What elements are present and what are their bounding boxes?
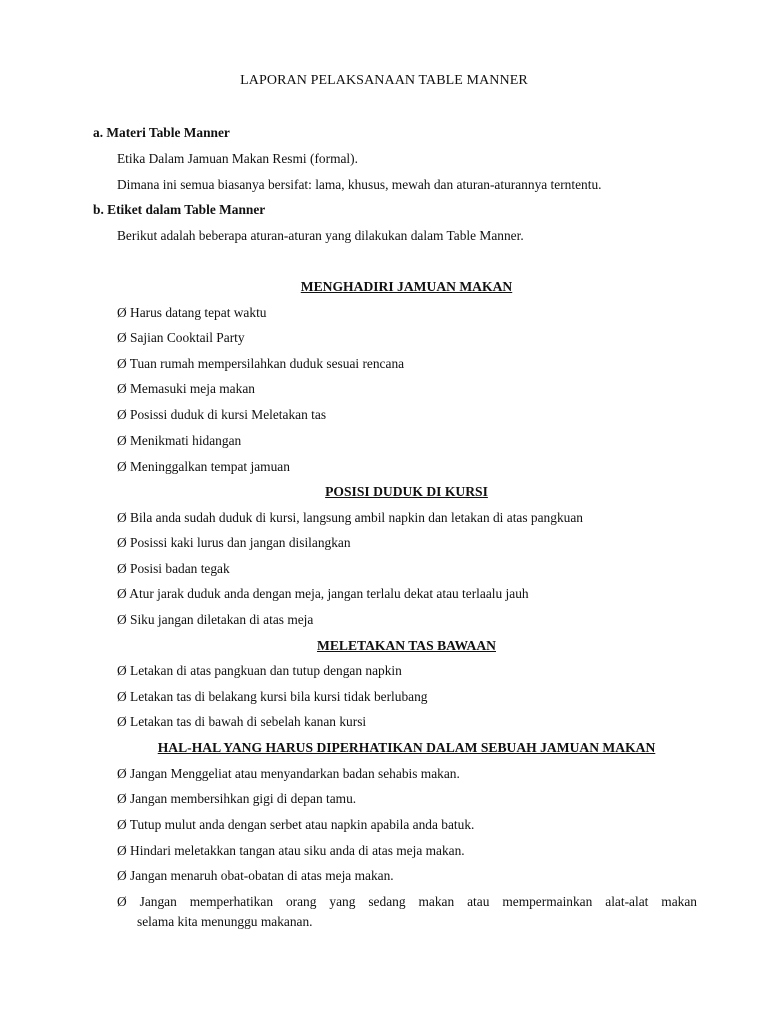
section-heading: MENGHADIRI JAMUAN MAKAN (300, 279, 513, 294)
list-item: Ø Posissi duduk di kursi Meletakan tas (117, 407, 327, 422)
list-item: Ø Menikmati hidangan (117, 433, 242, 448)
list-item: Ø Jangan Menggeliat atau menyandarkan badan sehabis makan. (117, 766, 460, 781)
list-item: Ø Tutup mulut anda dengan serbet atau napkin apabila anda batuk. (117, 817, 475, 832)
list-item: Ø Tuan rumah mempersilahkan duduk sesuai rencana (117, 356, 405, 371)
section-a-label: a. Materi Table Manner (93, 125, 230, 140)
list-item: Ø Sajian Cooktail Party (117, 330, 245, 345)
list-item: Ø Atur jarak duduk anda dengan meja, jangan terlalu dekat atau terlaalu jauh (117, 586, 529, 601)
list-item: Ø Posissi kaki lurus dan jangan disilangkan (117, 535, 351, 550)
list-item-multiline (117, 892, 697, 932)
list-item: Ø Letakan tas di bawah di sebelah kanan kursi (117, 714, 367, 729)
section-heading: POSISI DUDUK DI KURSI (325, 484, 488, 499)
section-a-line: Dimana ini semua biasanya bersifat: lama, khusus, mewah dan aturan-aturannya terntentu. (117, 177, 602, 192)
list-item-line-2: selama kita menunggu makanan. (137, 914, 313, 929)
section-b-label: b. Etiket dalam Table Manner (93, 202, 266, 217)
list-item: Ø Jangan membersihkan gigi di depan tamu. (117, 791, 357, 806)
list-item: Ø Harus datang tepat waktu (117, 305, 267, 320)
list-item-line-1: Ø Jangan memperhatikan orang yang sedang makan atau mempermainkan alat-alat makan (117, 894, 697, 909)
list-item: Ø Letakan di atas pangkuan dan tutup dengan napkin (117, 663, 402, 678)
section-b-line: Berikut adalah beberapa aturan-aturan yang dilakukan dalam Table Manner. (117, 228, 524, 243)
list-item: Ø Letakan tas di belakang kursi bila kursi tidak berlubang (117, 689, 428, 704)
list-item: Ø Posisi badan tegak (117, 561, 230, 576)
section-heading: MELETAKAN TAS BAWAAN (316, 638, 496, 653)
list-item: Ø Meninggalkan tempat jamuan (117, 459, 290, 474)
list-item: Ø Hindari meletakkan tangan atau siku anda di atas meja makan. (117, 843, 465, 858)
list-item: Ø Siku jangan diletakan di atas meja (117, 612, 314, 627)
document-title: LAPORAN PELAKSANAAN TABLE MANNER (240, 73, 528, 88)
section-a-line: Etika Dalam Jamuan Makan Resmi (formal). (117, 151, 358, 166)
list-item: Ø Bila anda sudah duduk di kursi, langsung ambil napkin dan letakan di atas pangkuan (117, 510, 583, 525)
section-heading: HAL-HAL YANG HARUS DIPERHATIKAN DALAM SEBUAH JAMUAN MAKAN (157, 740, 656, 755)
list-item: Ø Jangan menaruh obat-obatan di atas meja makan. (117, 868, 394, 883)
list-item: Ø Memasuki meja makan (117, 381, 255, 396)
